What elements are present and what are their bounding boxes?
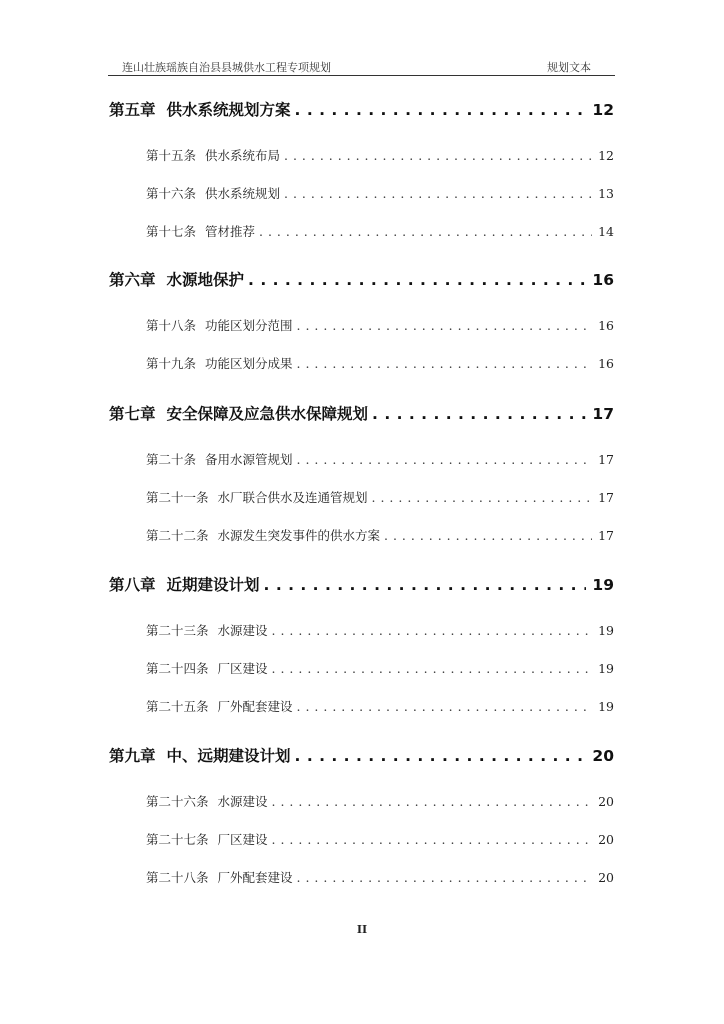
article-title: 水源发生突发事件的供水方案 — [217, 528, 381, 543]
dot-leader — [259, 224, 592, 239]
article-title: 供水系统布局 — [205, 148, 281, 163]
toc-article-entry[interactable] — [146, 184, 614, 202]
header-document-title: 连山壮族瑶族自治县县城供水工程专项规划 — [122, 61, 331, 74]
dot-leader — [297, 356, 593, 371]
article-number: 第二十七条 — [146, 832, 209, 847]
dot-leader — [372, 490, 593, 505]
toc-page-number: 14 — [598, 224, 614, 239]
toc-article-entry[interactable] — [146, 621, 614, 639]
toc-chapter-entry[interactable] — [109, 268, 614, 290]
toc-page-number: 19 — [592, 576, 614, 594]
chapter-title: 水源地保护 — [166, 271, 245, 289]
dot-leader — [295, 101, 587, 119]
article-number: 第二十五条 — [146, 699, 209, 714]
chapter-number: 第九章 — [109, 747, 156, 765]
article-title: 厂区建设 — [217, 661, 268, 676]
article-number: 第二十八条 — [146, 870, 209, 885]
article-number: 第二十二条 — [146, 528, 209, 543]
article-number: 第十七条 — [146, 224, 197, 239]
toc-page-number: 19 — [598, 661, 614, 676]
dot-leader — [284, 148, 592, 163]
article-number: 第二十六条 — [146, 794, 209, 809]
dot-leader — [297, 870, 593, 885]
dot-leader — [248, 271, 586, 289]
toc-page-number: 20 — [598, 870, 614, 885]
dot-leader — [384, 528, 592, 543]
dot-leader — [284, 186, 592, 201]
toc-page-number: 13 — [598, 186, 614, 201]
article-title: 管材推荐 — [205, 224, 256, 239]
dot-leader — [297, 452, 593, 467]
toc-chapter-entry[interactable] — [109, 98, 614, 120]
article-title: 功能区划分范围 — [205, 318, 293, 333]
toc-page-number: 17 — [598, 452, 614, 467]
dot-leader — [264, 576, 587, 594]
chapter-number: 第五章 — [109, 101, 156, 119]
toc-page-number: 17 — [598, 528, 614, 543]
header-section-label: 规划文本 — [547, 61, 591, 74]
article-number: 第十六条 — [146, 186, 197, 201]
toc-article-entry[interactable] — [146, 488, 614, 506]
running-header — [108, 55, 615, 76]
article-title: 厂区建设 — [217, 832, 268, 847]
article-title: 水厂联合供水及连通管规划 — [217, 490, 368, 505]
article-title: 厂外配套建设 — [217, 699, 293, 714]
toc-page-number: 20 — [598, 832, 614, 847]
dot-leader — [295, 747, 587, 765]
page-number: II — [356, 923, 368, 936]
toc-article-entry[interactable] — [146, 450, 614, 468]
toc-article-entry[interactable] — [146, 526, 614, 544]
toc-article-entry[interactable] — [146, 659, 614, 677]
chapter-number: 第八章 — [109, 576, 156, 594]
article-number: 第二十条 — [146, 452, 197, 467]
article-title: 功能区划分成果 — [205, 356, 293, 371]
toc-page-number: 12 — [598, 148, 614, 163]
toc-page-number: 17 — [592, 405, 614, 423]
chapter-title: 安全保障及应急供水保障规划 — [166, 405, 369, 423]
chapter-title: 中、远期建设计划 — [166, 747, 291, 765]
toc-chapter-entry[interactable] — [109, 402, 614, 424]
toc-article-entry[interactable] — [146, 316, 614, 334]
article-number: 第十五条 — [146, 148, 197, 163]
article-number: 第二十一条 — [146, 490, 209, 505]
dot-leader — [297, 699, 593, 714]
toc-page-number: 12 — [592, 101, 614, 119]
toc-article-entry[interactable] — [146, 146, 614, 164]
toc-article-entry[interactable] — [146, 868, 614, 886]
dot-leader — [372, 405, 586, 423]
chapter-number: 第六章 — [109, 271, 156, 289]
article-title: 供水系统规划 — [205, 186, 281, 201]
toc-page-number: 16 — [598, 318, 614, 333]
toc-article-entry[interactable] — [146, 792, 614, 810]
chapter-number: 第七章 — [109, 405, 156, 423]
article-title: 厂外配套建设 — [217, 870, 293, 885]
dot-leader — [272, 623, 593, 638]
article-number: 第十八条 — [146, 318, 197, 333]
toc-page-number: 17 — [598, 490, 614, 505]
toc-page-number: 16 — [598, 356, 614, 371]
toc-page-number: 16 — [592, 271, 614, 289]
toc-article-entry[interactable] — [146, 830, 614, 848]
article-title: 水源建设 — [217, 623, 268, 638]
dot-leader — [272, 794, 593, 809]
toc-page-number: 19 — [598, 699, 614, 714]
dot-leader — [272, 832, 593, 847]
article-title: 水源建设 — [217, 794, 268, 809]
toc-chapter-entry[interactable] — [109, 744, 614, 766]
toc-article-entry[interactable] — [146, 222, 614, 240]
chapter-title: 近期建设计划 — [166, 576, 260, 594]
article-number: 第二十四条 — [146, 661, 209, 676]
dot-leader — [272, 661, 593, 676]
toc-page-number: 20 — [598, 794, 614, 809]
toc-article-entry[interactable] — [146, 354, 614, 372]
toc-page-number: 20 — [592, 747, 614, 765]
article-number: 第十九条 — [146, 356, 197, 371]
article-title: 备用水源管规划 — [205, 452, 293, 467]
article-number: 第二十三条 — [146, 623, 209, 638]
toc-page-number: 19 — [598, 623, 614, 638]
chapter-title: 供水系统规划方案 — [166, 101, 291, 119]
dot-leader — [297, 318, 593, 333]
toc-chapter-entry[interactable] — [109, 573, 614, 595]
toc-article-entry[interactable] — [146, 697, 614, 715]
